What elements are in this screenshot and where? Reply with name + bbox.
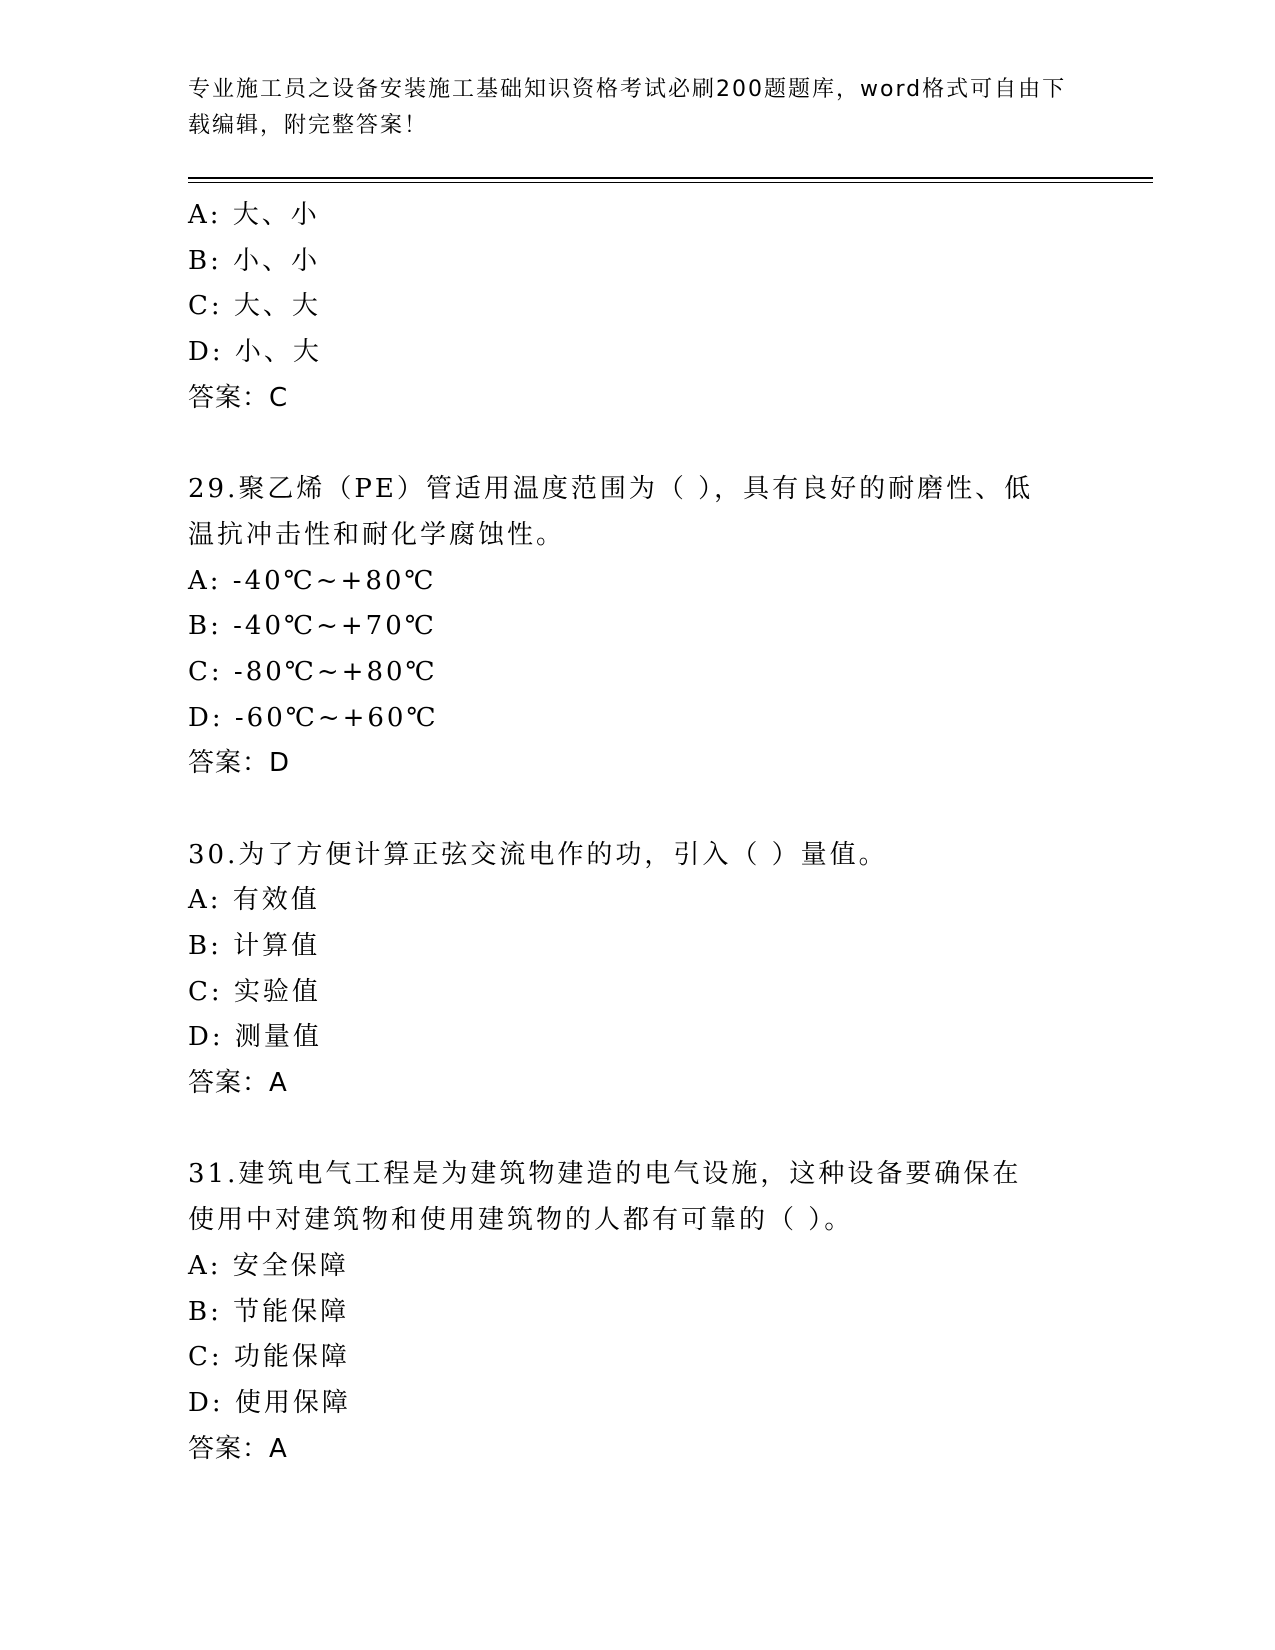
option-d: D: 测量值 <box>188 1022 322 1053</box>
option-a: A: -40℃~+80℃ <box>188 565 437 596</box>
option-a: A: 大、小 <box>188 200 320 230</box>
question-block <box>188 1152 1108 1472</box>
option-c: C: 功能保障 <box>188 1342 350 1373</box>
answer: 答案：A <box>188 1068 288 1099</box>
question-block <box>188 833 1108 1107</box>
page-header: 专业施工员之设备安装施工基础知识资格考试必刷200题题库，word格式可自由下载编辑，附完整答案！ <box>188 77 1067 138</box>
option-d: D: 小、大 <box>188 337 322 368</box>
question-text: 31.建筑电气工程是为建筑物建造的电气设施，这种设备要确保在使用中对建筑物和使用建筑物的人都有可靠的（ ）。 <box>188 1159 1022 1236</box>
option-d: D: -60℃~+60℃ <box>188 702 439 733</box>
question-block <box>188 467 1108 787</box>
option-b: B: 小、小 <box>188 245 321 276</box>
option-a: A: 安全保障 <box>188 1250 349 1281</box>
question-text: 30.为了方便计算正弦交流电作的功，引入（ ）量值。 <box>188 839 888 870</box>
question-text: 29.聚乙烯（PE）管适用温度范围为（ ），具有良好的耐磨性、低温抗冲击性和耐化学腐蚀性。 <box>188 474 1034 550</box>
answer: 答案：A <box>188 1433 288 1464</box>
option-b: B: -40℃~+70℃ <box>188 611 437 642</box>
option-b: B: 节能保障 <box>188 1296 350 1327</box>
option-a: A: 有效值 <box>188 885 320 916</box>
header-rule-thin <box>188 182 1153 183</box>
option-b: B: 计算值 <box>188 931 321 962</box>
option-d: D: 使用保障 <box>188 1387 351 1418</box>
answer: 答案：C <box>188 382 289 413</box>
block-spacer <box>188 421 1108 467</box>
option-c: C: 大、大 <box>188 291 321 322</box>
answer: 答案：D <box>188 748 291 779</box>
block-spacer <box>188 787 1108 833</box>
option-c: C: -80℃~+80℃ <box>188 656 438 687</box>
block-spacer <box>188 1107 1108 1153</box>
header-rule-thick <box>188 177 1153 179</box>
question-list <box>188 193 1108 1472</box>
option-c: C: 实验值 <box>188 976 321 1007</box>
question-block <box>188 193 1108 421</box>
